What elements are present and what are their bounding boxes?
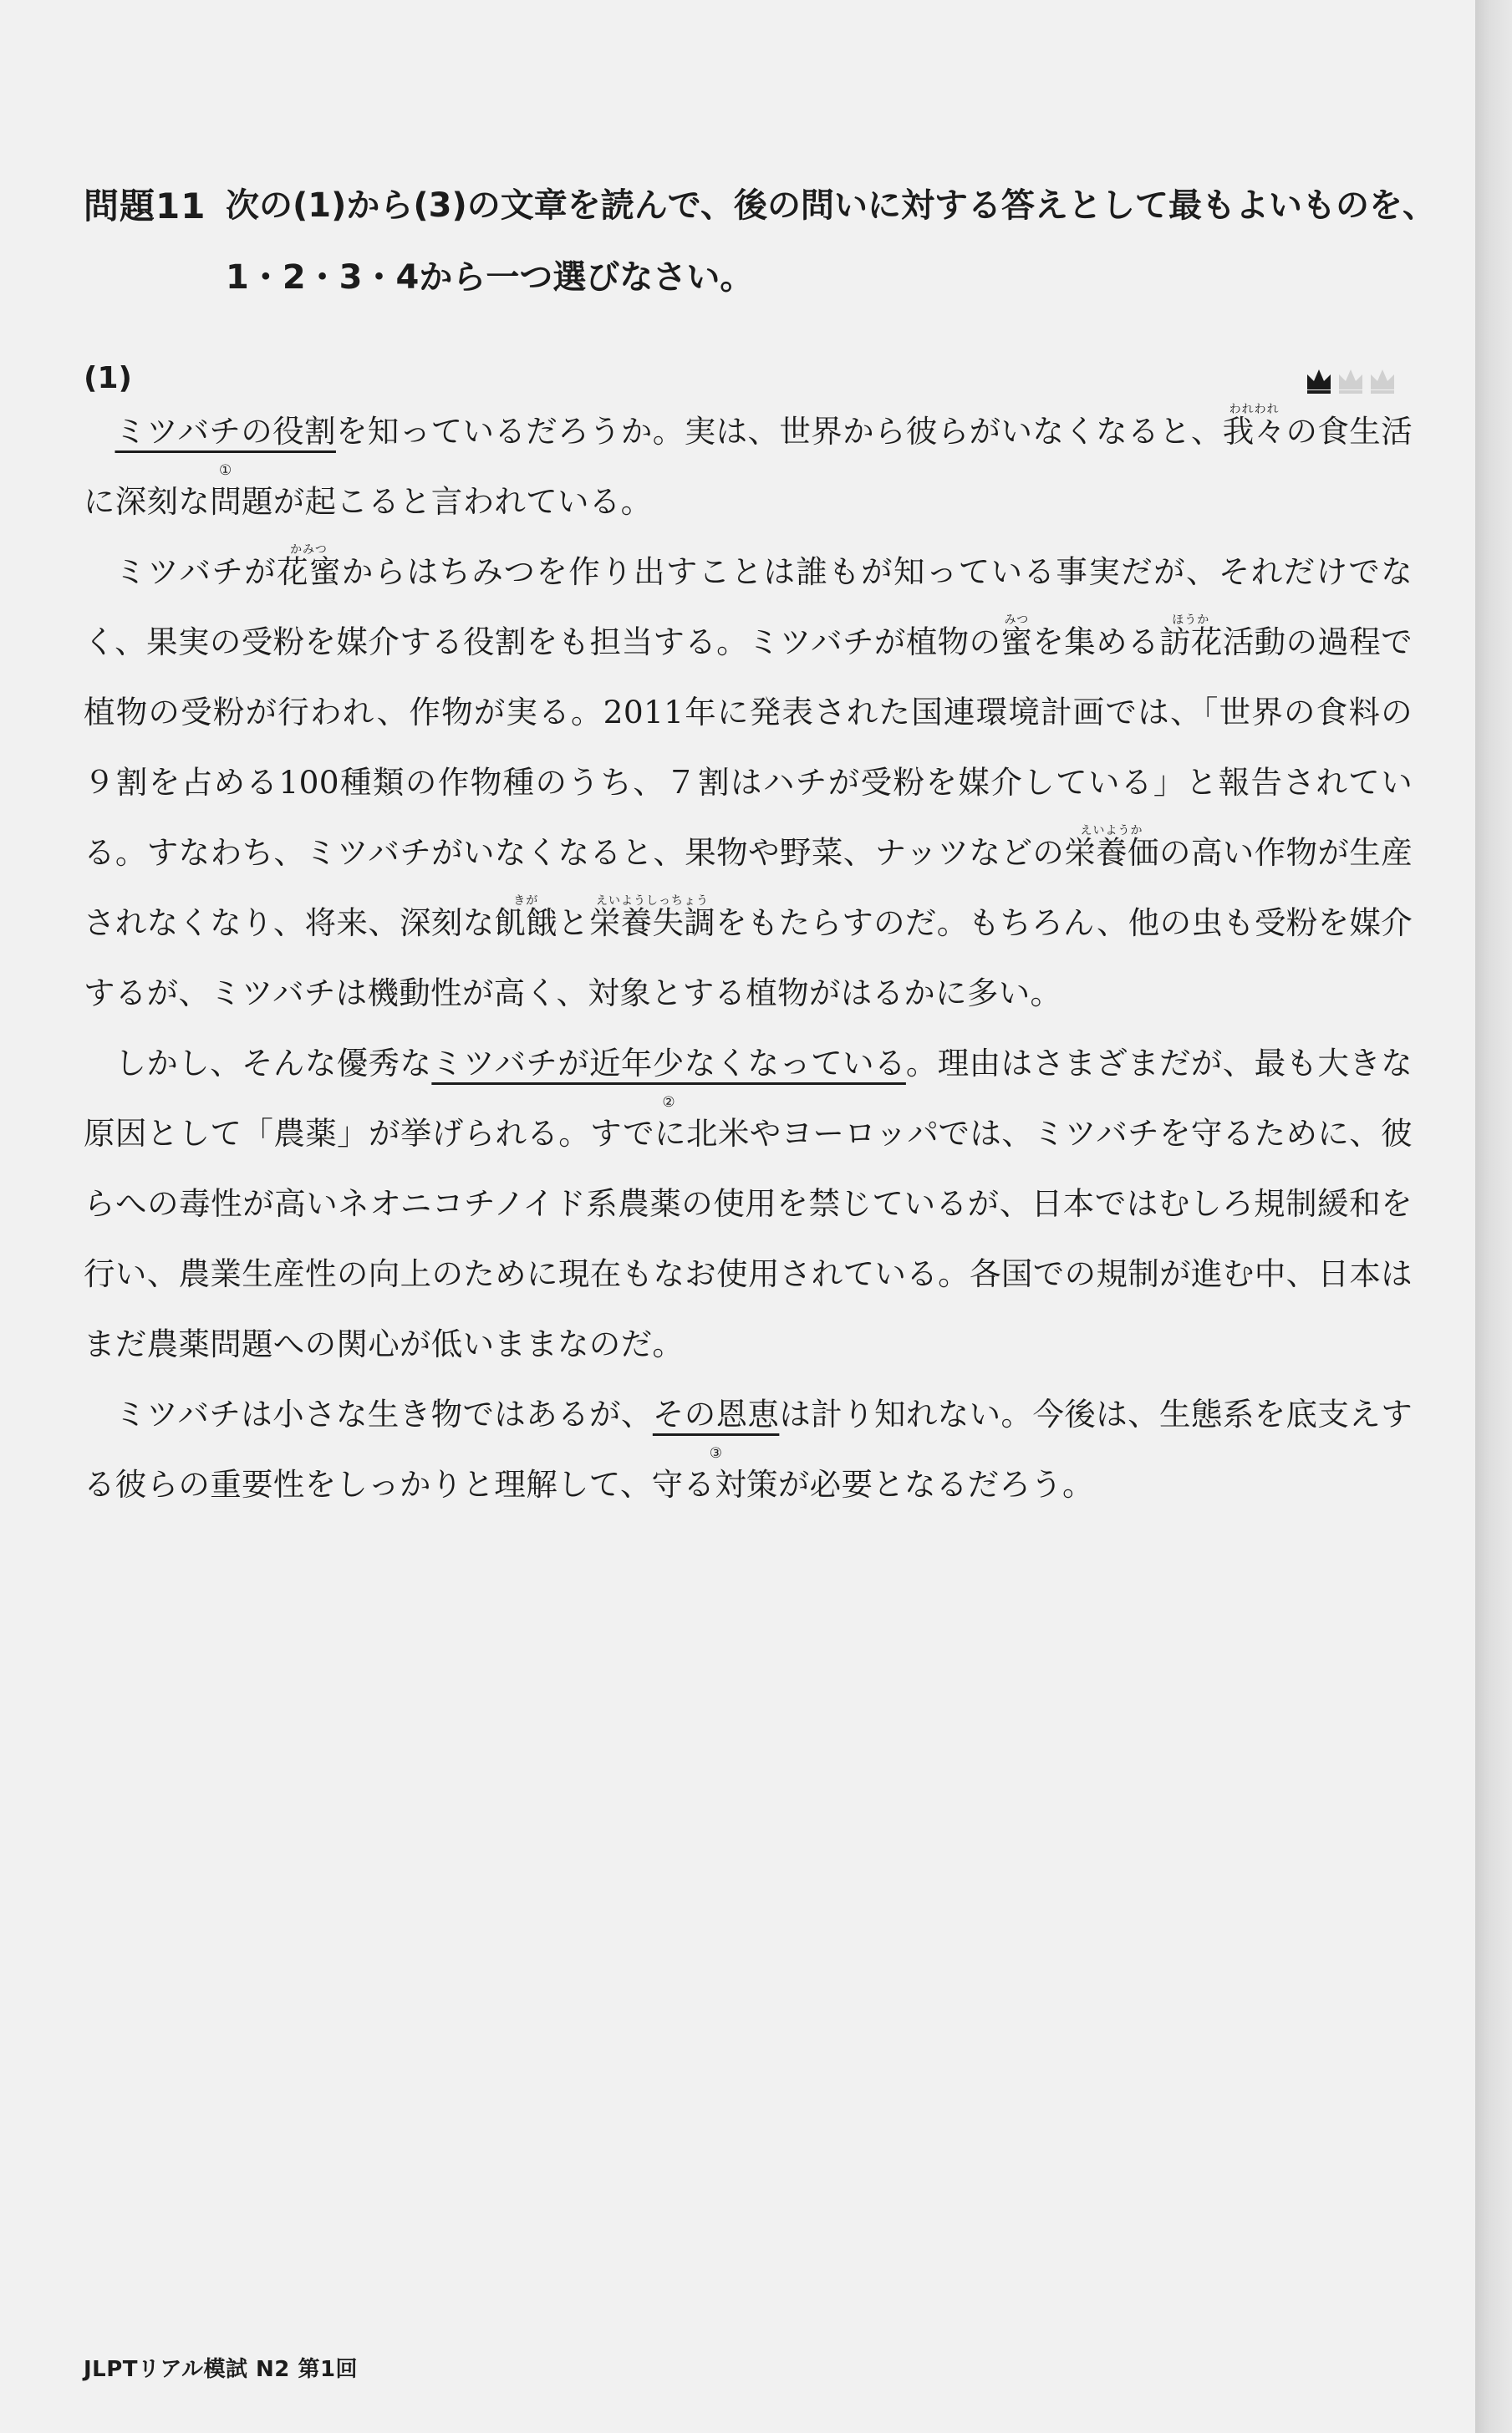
ruby-word: 訪花ほうか [1158, 613, 1223, 660]
reading-passage [84, 396, 1413, 1519]
question-instruction: 次の(1)から(3)の文章を読んで、後の問いに対する答えとして最もよいものを、 [226, 186, 1436, 225]
underlined-phrase-2: ミツバチが近年少なくなっている ② [431, 1045, 906, 1111]
question-label: 問題11 [84, 186, 206, 227]
crown-icon-filled [1307, 369, 1331, 394]
ruby-word: 花蜜かみつ [277, 543, 342, 590]
difficulty-rating [1304, 364, 1397, 394]
paragraph-1: ミツバチの役割 ① を知っているだろうか。実は、世界から彼らがいなくなると、我々われわれの食生活に深刻な問題が起こると言われている。 [84, 403, 1413, 520]
underlined-phrase-1: ミツバチの役割 ① [115, 413, 336, 479]
ruby-word: 栄養価えいようか [1064, 824, 1159, 871]
underline-marker-2: ② [662, 1094, 675, 1111]
paragraph-2: ミツバチが花蜜かみつからはちみつを作り出すことは誰もが知っている事実だが、それだけでなく、果実の受粉を媒介する役割をも担当する。ミツバチが植物の蜜みつを集める訪花ほうか活動の過程で植物の受粉が行われ、作物が実る。2011年に発表された国連環境計画では、「世界の食料の９割を占める100種類の作物種のうち、７割はハチが受粉を媒介している」と報告されている。すなわち、ミツバチがいなくなると、果物や野菜、ナッツなどの栄養価えいようかの高い作物が生産されなくなり、将来、深刻な飢餓きがと栄養失調えいようしっちょうをもたらすのだ。もちろん、他の虫も受粉を媒介するが、ミツバチは機動性が高く、対象とする植物がはるかに多い。 [84, 543, 1413, 1011]
ruby-word: 栄養失調えいようしっちょう [588, 894, 716, 941]
paragraph-3: しかし、そんな優秀なミツバチが近年少なくなっている ② 。理由はさまざまだが、最も大きな原因として「農薬」が挙げられる。すでに北米やヨーロッパでは、ミツバチを守るために、彼らへの毒性が高いネオニコチノイド系農薬の使用を禁じているが、日本ではむしろ規制緩和を行い、農業生産性の向上のために現在もなお使用されている。各国での規制が進む中、日本はまだ農薬問題への関心が低いままなのだ。 [84, 1045, 1413, 1362]
page-edge [1475, 0, 1512, 2433]
ruby-word: 我々われわれ [1222, 403, 1286, 450]
underline-marker-1: ① [218, 462, 232, 479]
page-footer: JLPTリアル模試 N2 第1回 [84, 2357, 359, 2382]
question-instruction-choices: 1・2・3・4から一つ選びなさい。 [226, 258, 754, 297]
ruby-word: 飢餓きが [494, 894, 558, 941]
paragraph-4: ミツバチは小さな生き物ではあるが、その恩恵 ③ は計り知れない。今後は、生態系を底支えする彼らの重要性をしっかりと理解して、守る対策が必要となるだろう。 [84, 1396, 1413, 1503]
section-number: (1) [84, 361, 132, 395]
crown-icon-empty [1339, 369, 1362, 394]
underline-marker-3: ③ [709, 1445, 723, 1462]
underlined-phrase-3: その恩恵 ③ [652, 1396, 780, 1462]
ruby-word: 蜜みつ [1000, 613, 1033, 660]
crown-icon-empty [1371, 369, 1394, 394]
